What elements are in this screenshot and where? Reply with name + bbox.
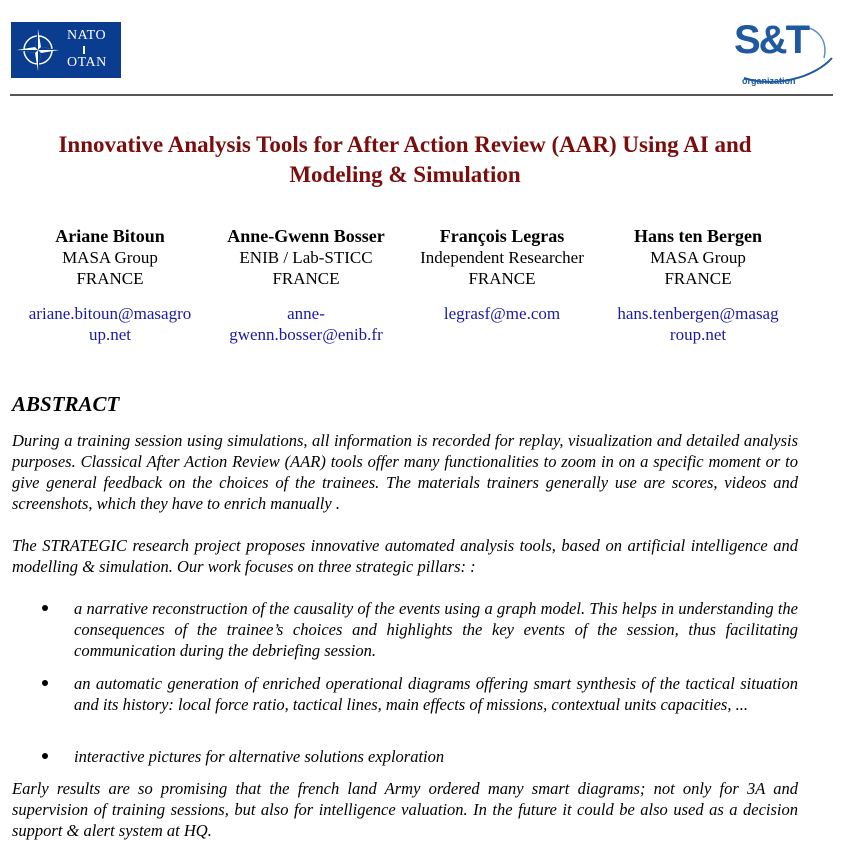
author-email[interactable]: [598, 303, 798, 345]
title-line-1: Innovative Analysis Tools for After Action Review (AAR) Using AI and: [58, 132, 752, 157]
nato-compass-star-icon: [15, 27, 61, 73]
author-affiliation: MASA Group: [650, 248, 746, 267]
nato-otan-logo: [11, 22, 121, 78]
author-email[interactable]: [402, 303, 602, 324]
st-organization-logo: [734, 18, 834, 90]
page-header: [0, 0, 855, 100]
title-line-2: Modeling & Simulation: [289, 162, 521, 187]
otan-text: OTAN: [67, 55, 107, 70]
abstract-heading: ABSTRACT: [12, 392, 120, 416]
author-block: [598, 226, 798, 345]
bullet-icon: [42, 605, 48, 611]
bullet-icon: [42, 753, 48, 759]
author-email[interactable]: [206, 303, 406, 345]
author-name: Hans ten Bergen: [634, 226, 762, 246]
author-email[interactable]: [10, 303, 210, 345]
author-name: Anne-Gwenn Bosser: [227, 226, 385, 246]
author-email-line-1[interactable]: ariane.bitoun@masagro: [28, 304, 192, 323]
author-email-line-2[interactable]: up.net: [88, 325, 132, 344]
list-item-text: a narrative reconstruction of the causality of the events using a graph model. This helps in understanding the consequences of the trainee’s choices and highlights the key events of the session, thus facilitating communication during the debriefing session.: [74, 599, 798, 660]
author-block: [206, 226, 406, 345]
author-name: François Legras: [439, 226, 565, 246]
list-item-text: interactive pictures for alternative solutions exploration: [74, 747, 445, 766]
paper-title: [0, 130, 810, 190]
author-email-line-1[interactable]: hans.tenbergen@masag: [617, 304, 779, 323]
bullet-icon: [42, 680, 48, 686]
author-country: FRANCE: [468, 269, 536, 288]
abstract-paragraph-3: Early results are so promising that the french land Army ordered many smart diagrams; not only for 3A and supervision of training sessions, but also for intelligence valuation. In the future it could be also used as a decision support & alert system at HQ.: [12, 779, 798, 840]
author-country: FRANCE: [664, 269, 732, 288]
author-affiliation: ENIB / Lab-STICC: [239, 248, 373, 267]
author-country: FRANCE: [76, 269, 144, 288]
abstract-paragraph-2: The STRATEGIC research project proposes innovative automated analysis tools, based on artificial intelligence and modelling & simulation. Our work focuses on three strategic pillars: :: [12, 536, 798, 576]
author-email-line-2[interactable]: roup.net: [669, 325, 727, 344]
author-affiliation: MASA Group: [62, 248, 158, 267]
header-rule: [10, 94, 833, 96]
abstract-paragraph-1: During a training session using simulations, all information is recorded for replay, visualization and detailed analysis purposes. Classical After Action Review (AAR) tools offer many functionalities to zoom in on a specific moment or to give general feedback on the choices of the trainees. The materials trainers generally use are scores, videos and screenshots, which they have to enrich manually .: [12, 431, 798, 513]
nato-divider: [83, 46, 85, 54]
list-item-text: an automatic generation of enriched operational diagrams offering smart synthesis of the tactical situation and its history: local force ratio, tactical lines, main effects of missions, contextual units capacities, ...: [74, 674, 798, 714]
author-block: [402, 226, 602, 324]
author-email-line-2[interactable]: gwenn.bosser@enib.fr: [229, 325, 383, 344]
st-mark: S&T: [734, 18, 808, 62]
author-email-line-1[interactable]: anne-: [287, 304, 325, 323]
st-org-text: organization: [742, 76, 796, 86]
nato-text: NATO: [67, 28, 107, 43]
author-affiliation: Independent Researcher: [420, 248, 584, 267]
author-email-line-1[interactable]: legrasf@me.com: [443, 304, 561, 323]
author-country: FRANCE: [272, 269, 340, 288]
author-block: [10, 226, 210, 345]
author-name: Ariane Bitoun: [55, 226, 165, 246]
